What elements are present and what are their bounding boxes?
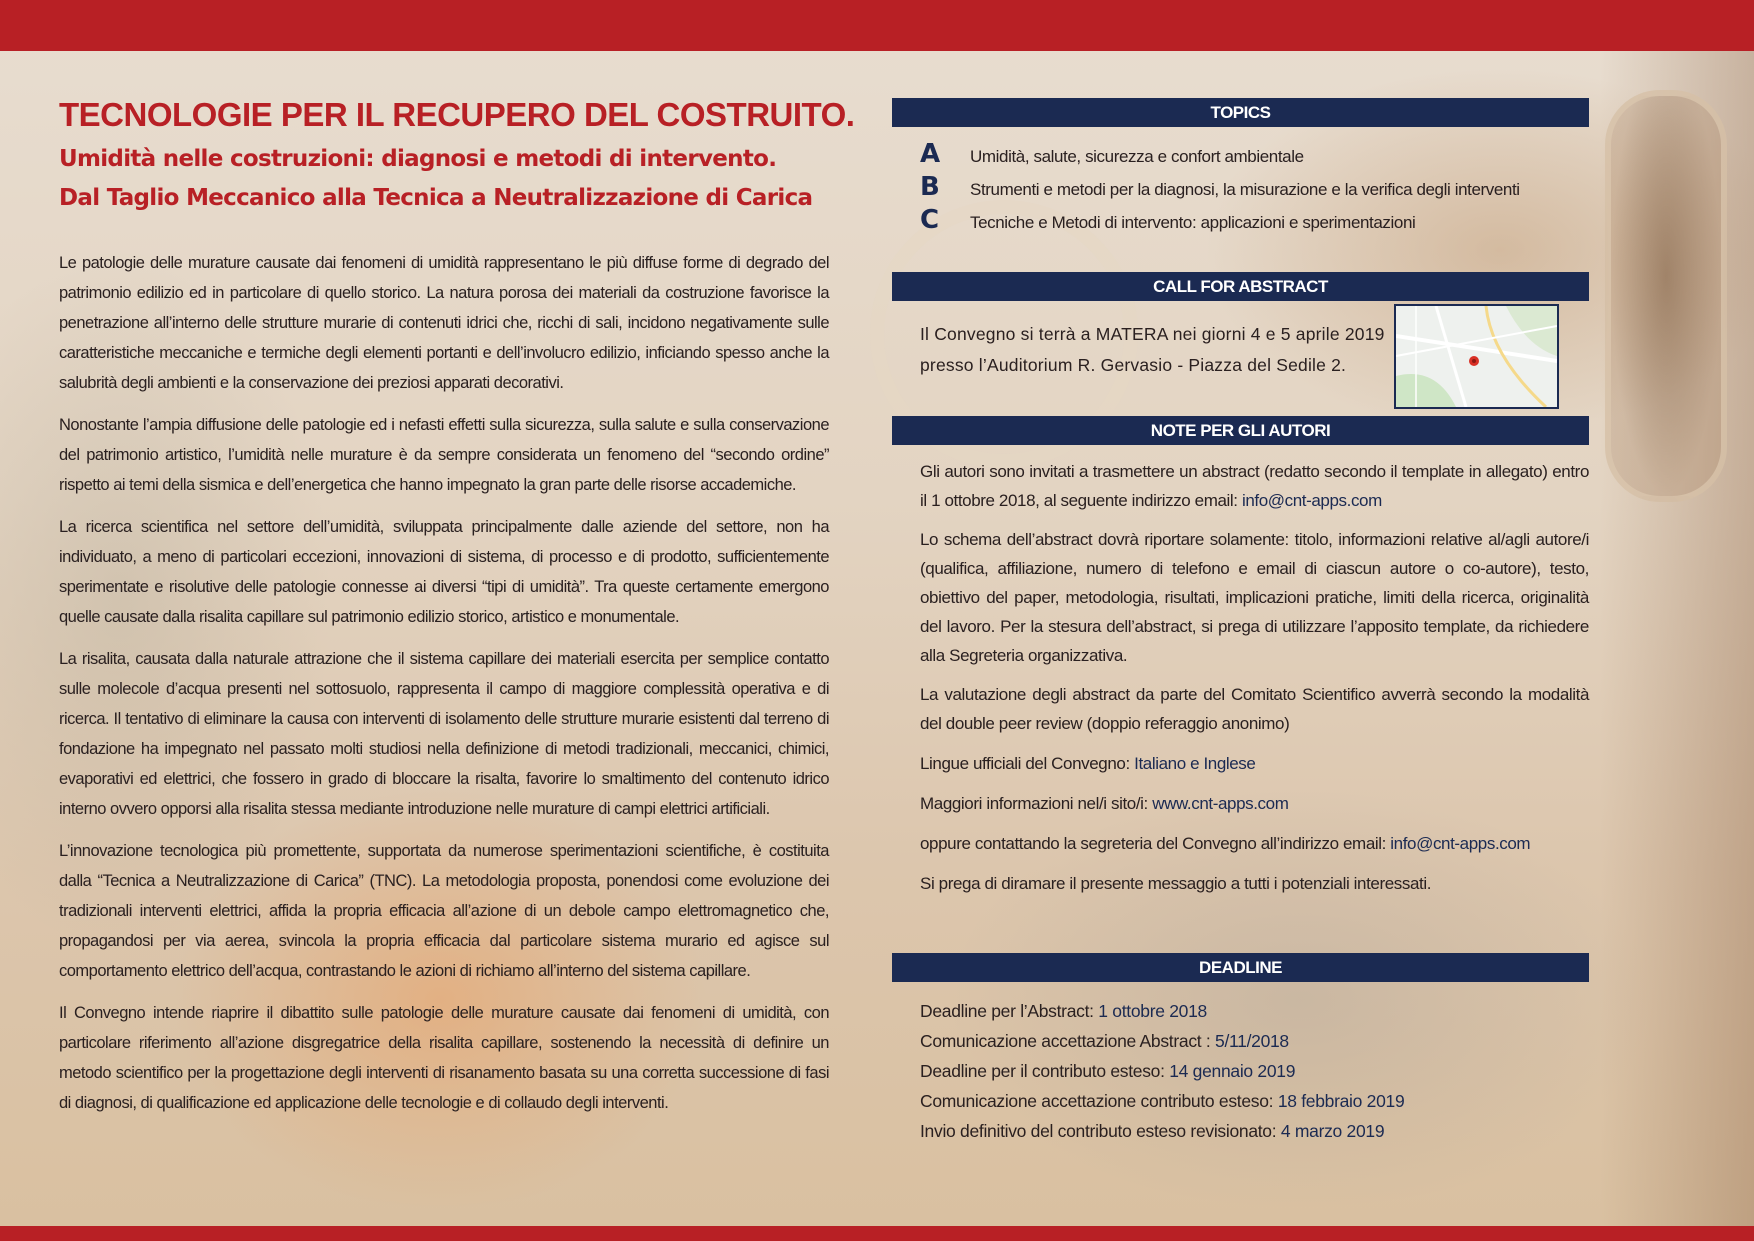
page-title: TECNOLOGIE PER IL RECUPERO DEL COSTRUITO. xyxy=(59,96,855,133)
topics-heading: TOPICS xyxy=(892,98,1589,127)
deadline-row xyxy=(920,1116,1589,1146)
deadline-row xyxy=(920,1056,1589,1086)
venue-info xyxy=(920,319,1385,381)
background-bust-niche xyxy=(1605,90,1727,502)
deadline-label: Deadline per l’Abstract: xyxy=(920,1001,1099,1021)
deadline-value: 18 febbraio 2019 xyxy=(1277,1091,1405,1111)
body-paragraph: La risalita, causata dalla naturale attrazione che il sistema capillare dei materiali esercita per semplice contatto sulle molecole d’acqua presenti nel sottosuolo, rappresenta il campo di maggiore complessità operativa e di ricerca. Il tentativo di eliminare la causa con interventi di isolamento delle strutture murarie esistenti dal terreno di fondazione ha impegnato nel passato molti studiosi nella definizione di metodi tradizionali, meccanici, chimici, evaporativi ed elettrici, che fossero in grado di bloccare la risalta, favorire lo smaltimento del contenuto idrico interno ovvero opporsi alla risalita stessa mediante introduzione nelle murature di campi elettrici artificiali. xyxy=(59,650,829,818)
deadline-heading: DEADLINE xyxy=(892,953,1589,982)
deadline-label: Deadline per il contributo esteso: xyxy=(920,1061,1170,1081)
subtitle-line-2: Dal Taglio Meccanico alla Tecnica a Neutralizzazione di Carica xyxy=(59,185,813,211)
venue-line-1: Il Convegno si terrà a MATERA nei giorni 4 e 5 aprile 2019 xyxy=(920,324,1385,344)
topic-letter: C xyxy=(920,205,940,235)
topic-text: Tecniche e Metodi di intervento: applicazioni e sperimentazioni xyxy=(970,213,1416,232)
authors-notes-heading: NOTE PER GLI AUTORI xyxy=(892,416,1589,445)
body-paragraph: L’innovazione tecnologica più promettente, supportata da numerose sperimentazioni scientifiche, è costituita dalla “Tecnica a Neutralizzazione di Carica” (TNC). La metodologia proposta, ponendosi come evoluzione dei tradizionali interventi elettrici, affida la propria efficacia all’azione di un debole campo elettromagnetico che, propagandosi per via aerea, svincola la propria efficacia dal particolare sistema murario ed agisce sul comportamento elettrico dell’acqua, contrastando le azioni di richiamo all’interno del sistema capillare. xyxy=(59,842,829,980)
deadline-label: Comunicazione accettazione contributo esteso: xyxy=(920,1091,1278,1111)
notes-languages xyxy=(920,749,1589,778)
notes-submission-text: Gli autori sono invitati a trasmettere un abstract (redatto secondo il template in allegato) entro il 1 ottobre 2018, al seguente indirizzo email: xyxy=(920,462,1589,510)
topic-item-c xyxy=(920,205,1589,238)
topic-item-b xyxy=(920,172,1589,205)
notes-submission-paragraph xyxy=(920,457,1589,515)
body-paragraph: Il Convegno intende riaprire il dibattito sulle patologie delle murature causate dai fenomeni di umidità, con particolare riferimento all’azione disgregatrice della risalita capillare, sostenendo la necessità di definire un metodo scientifico per la progettazione degli interventi di risanamento basata su una corretta successione di fasi di diagnosi, di qualificazione ed applicazione delle tecnologie e di collaudo degli interventi. xyxy=(59,1004,829,1112)
topic-item-a xyxy=(920,139,1589,172)
call-for-abstract-heading: CALL FOR ABSTRACT xyxy=(892,272,1589,301)
topic-text: Strumenti e metodi per la diagnosi, la misurazione e la verifica degli interventi xyxy=(970,180,1520,199)
deadline-row xyxy=(920,996,1589,1026)
location-map[interactable] xyxy=(1394,304,1559,409)
left-column xyxy=(59,90,855,1130)
body-paragraph: Le patologie delle murature causate dai fenomeni di umidità rappresentano le più diffuse forme di degrado del patrimonio edilizio ed in particolare di quello storico. La natura porosa dei materiali da costruzione favorisce la penetrazione all’interno delle strutture murarie di contenuti idrici che, ricchi di sali, incidono negativamente sulle caratteristiche meccaniche e termiche degli elementi portanti e dell’involucro edilizio, inficiando spesso anche la salubrità degli ambienti e la conservazione dei preziosi apparati decorativi. xyxy=(59,254,829,392)
notes-closing: Si prega di diramare il presente messaggio a tutti i potenziali interessati. xyxy=(920,874,1432,893)
call-for-abstract-section xyxy=(892,301,1589,416)
notes-schema-paragraph: Lo schema dell’abstract dovrà riportare solamente: titolo, informazioni relative al/agli autore/i (qualifica, affiliazione, numero di telefono e email di ciascun autore o co-autore), testo, obiettivo del paper, metodologia, risultati, implicazioni pratiche, limiti della ricerca, originalità del lavoro. Per la stesura dell’abstract, si prega di utilizzare l’apposito template, da richiedere alla Segreteria organizzativa. xyxy=(920,530,1589,665)
deadline-label: Invio definitivo del contributo esteso revisionato: xyxy=(920,1121,1281,1141)
deadline-label: Comunicazione accettazione Abstract : xyxy=(920,1031,1216,1051)
subtitle-line-1: Umidità nelle costruzioni: diagnosi e metodi di intervento. xyxy=(59,146,777,172)
bottom-red-band xyxy=(0,1226,1754,1241)
topic-letter: B xyxy=(920,172,940,202)
notes-review-paragraph: La valutazione degli abstract da parte del Comitato Scientifico avverrà secondo la modalità del double peer review (doppio referaggio anonimo) xyxy=(920,685,1589,733)
languages-label: Lingue ufficiali del Convegno: xyxy=(920,754,1135,773)
body-text xyxy=(59,248,829,1118)
topic-text: Umidità, salute, sicurezza e confort ambientale xyxy=(970,147,1304,166)
contact-email-link[interactable]: info@cnt-apps.com xyxy=(1390,834,1531,853)
topics-list xyxy=(892,127,1589,272)
notes-website xyxy=(920,789,1589,818)
right-column xyxy=(892,98,1589,1146)
deadline-value: 4 marzo 2019 xyxy=(1280,1121,1385,1141)
venue-line-2: presso l’Auditorium R. Gervasio - Piazza del Sedile 2. xyxy=(920,355,1347,375)
deadline-section xyxy=(892,982,1589,1146)
languages-value: Italiano e Inglese xyxy=(1134,754,1256,773)
notes-contact xyxy=(920,829,1589,858)
top-red-band xyxy=(0,0,1754,51)
contact-label: oppure contattando la segreteria del Convegno all’indirizzo email: xyxy=(920,834,1391,853)
website-label: Maggiori informazioni nel/i sito/i: xyxy=(920,794,1153,813)
website-link[interactable]: www.cnt-apps.com xyxy=(1152,794,1289,813)
deadline-value: 5/11/2018 xyxy=(1215,1031,1289,1051)
body-paragraph: La ricerca scientifica nel settore dell’umidità, sviluppata principalmente dalle aziende del settore, non ha individuato, a meno di particolari eccezioni, innovazioni di sistema, di processo e di prodotto, sufficientemente sperimentate e risolutive delle patologie connesse ai diversi “tipi di umidità”. Tra queste certamente emergono quelle causate dalla risalita capillare sul patrimonio edilizio storico, artistico e monumentale. xyxy=(59,518,829,626)
submission-email-link[interactable]: info@cnt-apps.com xyxy=(1241,491,1382,510)
deadline-value: 1 ottobre 2018 xyxy=(1098,1001,1207,1021)
map-illustration xyxy=(1396,306,1557,407)
body-paragraph: Nonostante l’ampia diffusione delle patologie ed i nefasti effetti sulla sicurezza, sulla salute e sulla conservazione del patrimonio artistico, l’umidità nelle murature è da sempre considerata un fenomeno del “secondo ordine” rispetto ai temi della sismica e dell’energetica che hanno impegnato la gran parte delle risorse accademiche. xyxy=(59,416,829,494)
authors-notes-section xyxy=(892,445,1589,953)
deadline-row xyxy=(920,1026,1589,1056)
topic-letter: A xyxy=(920,139,941,169)
deadline-row xyxy=(920,1086,1589,1116)
deadline-value: 14 gennaio 2019 xyxy=(1169,1061,1296,1081)
